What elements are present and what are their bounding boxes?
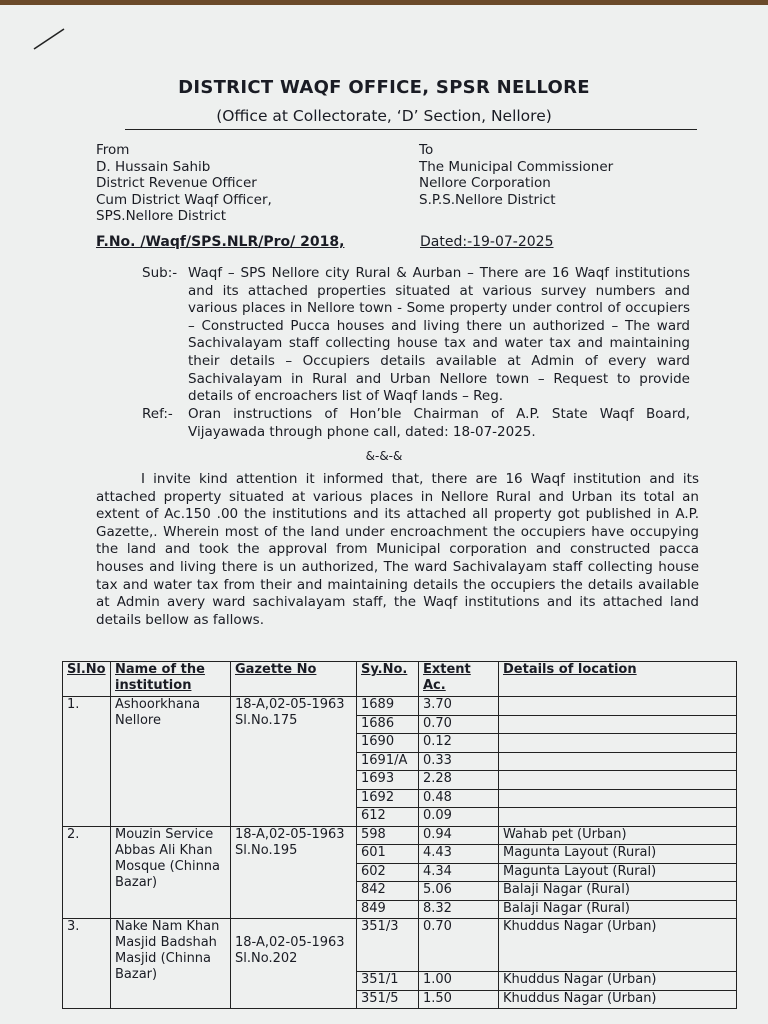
location-cell: Khuddus Nagar (Urban)	[499, 919, 737, 972]
header-name: Name of the institution	[111, 662, 231, 697]
office-title: DISTRICT WAQF OFFICE, SPSR NELLORE	[178, 77, 590, 98]
subject-label: Sub:-	[142, 265, 178, 281]
location-cell	[499, 715, 737, 734]
location-cell: Magunta Layout (Rural)	[499, 845, 737, 864]
slno-cell: 2.	[63, 826, 111, 919]
extent-cell: 0.09	[419, 808, 499, 827]
from-block	[96, 142, 272, 225]
extent-cell: 1.00	[419, 972, 499, 991]
syno-cell: 1693	[357, 771, 419, 790]
from-label: From	[96, 142, 130, 158]
reference-text: Oran instructions of Hon’ble Chairman of A.P. State Waqf Board, Vijayawada through phone call, dated: 18-07-2025.	[188, 406, 690, 440]
from-line: SPS.Nellore District	[96, 208, 227, 224]
header-rule	[125, 129, 697, 130]
slno-cell: 3.	[63, 919, 111, 1009]
header-slno: Sl.No	[63, 662, 111, 697]
location-cell	[499, 771, 737, 790]
extent-cell: 0.12	[419, 734, 499, 753]
syno-cell: 1691/A	[357, 752, 419, 771]
file-number: F.No. /Waqf/SPS.NLR/Pro/ 2018,	[96, 234, 345, 250]
extent-cell: 0.94	[419, 826, 499, 845]
syno-cell: 351/5	[357, 990, 419, 1009]
syno-cell: 601	[357, 845, 419, 864]
subject-text: Waqf – SPS Nellore city Rural & Aurban – There are 16 Waqf institutions and its attached properties situated at various survey numbers and various places in Nellore town - Some property under control of occupiers – Constructed Pucca houses and living there un authorized – The ward Sachivalayam staff collecting house tax and water tax and maintaining their details – Occupiers details available at Admin of every ward Sachivalayam in Rural and Urban Nellore town – Request to provide details of encroachers list of Waqf lands – Reg.	[188, 265, 690, 405]
institution-name-cell: Ashoorkhana Nellore	[111, 697, 231, 827]
body-paragraph: I invite kind attention it informed that, there are 16 Waqf institution and its attached property situated at various places in Nellore Rural and Urban its total an extent of Ac.150 .00 the institutions and its attached all property got published in A.P. Gazette,. Wherein most of the land under encroachment the occupiers have occupying the land and took the approval from Municipal corporation and constructed pacca houses and living there is un authorized, The ward Sachivalayam staff collecting house tax and water tax from their and maintaining details the occupiers the details available at Admin avery ward sachivalayam staff, the Waqf institutions and its attached land details bellow as fallows.	[96, 471, 699, 628]
syno-cell: 1686	[357, 715, 419, 734]
to-line: Nellore Corporation	[419, 175, 551, 191]
table-header-row	[63, 662, 737, 697]
location-cell: Khuddus Nagar (Urban)	[499, 972, 737, 991]
syno-cell: 1689	[357, 697, 419, 716]
location-cell: Khuddus Nagar (Urban)	[499, 990, 737, 1009]
extent-cell: 0.70	[419, 919, 499, 972]
header-gazette: Gazette No	[231, 662, 357, 697]
syno-cell: 842	[357, 882, 419, 901]
table-row	[63, 826, 737, 845]
table-row	[63, 919, 737, 972]
gazette-cell: 18-A,02-05-1963 Sl.No.202	[231, 919, 357, 1009]
extent-cell: 4.43	[419, 845, 499, 864]
extent-cell: 8.32	[419, 900, 499, 919]
header-syno: Sy.No.	[357, 662, 419, 697]
extent-cell: 0.70	[419, 715, 499, 734]
scan-top-edge	[0, 0, 768, 5]
syno-cell: 351/3	[357, 919, 419, 972]
slno-cell: 1.	[63, 697, 111, 827]
to-line: S.P.S.Nellore District	[419, 191, 556, 208]
from-line: D. Hussain Sahib	[96, 158, 211, 175]
from-line: District Revenue Officer	[96, 175, 257, 191]
syno-cell: 598	[357, 826, 419, 845]
extent-cell: 3.70	[419, 697, 499, 716]
reference-label: Ref:-	[142, 406, 173, 422]
from-line: Cum District Waqf Officer,	[96, 191, 272, 208]
letter-date: Dated:-19-07-2025	[420, 234, 554, 250]
gazette-cell: 18-A,02-05-1963 Sl.No.175	[231, 697, 357, 827]
separator: &-&-&	[365, 449, 403, 463]
location-cell	[499, 752, 737, 771]
location-cell	[499, 789, 737, 808]
syno-cell: 1690	[357, 734, 419, 753]
location-cell: Magunta Layout (Rural)	[499, 863, 737, 882]
location-cell: Balaji Nagar (Rural)	[499, 882, 737, 901]
to-label: To	[419, 142, 434, 158]
extent-cell: 0.48	[419, 789, 499, 808]
location-cell	[499, 734, 737, 753]
pen-mark-icon	[32, 28, 66, 50]
table-row	[63, 697, 737, 716]
institution-name-cell: Nake Nam Khan Masjid Badshah Masjid (Chinna Bazar)	[111, 919, 231, 1009]
header-extent: Extent Ac.	[419, 662, 499, 697]
office-subtitle: (Office at Collectorate, ‘D’ Section, Nellore)	[216, 107, 552, 125]
gazette-cell: 18-A,02-05-1963 Sl.No.195	[231, 826, 357, 919]
extent-cell: 0.33	[419, 752, 499, 771]
location-cell: Wahab pet (Urban)	[499, 826, 737, 845]
syno-cell: 849	[357, 900, 419, 919]
syno-cell: 1692	[357, 789, 419, 808]
location-cell	[499, 697, 737, 716]
to-line: The Municipal Commissioner	[419, 158, 614, 175]
location-cell: Balaji Nagar (Rural)	[499, 900, 737, 919]
syno-cell: 602	[357, 863, 419, 882]
header-location: Details of location	[499, 662, 737, 697]
to-block	[419, 142, 613, 208]
institution-name-cell: Mouzin Service Abbas Ali Khan Mosque (Chinna Bazar)	[111, 826, 231, 919]
location-cell	[499, 808, 737, 827]
waqf-institutions-table	[62, 661, 737, 1009]
extent-cell: 1.50	[419, 990, 499, 1009]
extent-cell: 5.06	[419, 882, 499, 901]
syno-cell: 612	[357, 808, 419, 827]
extent-cell: 4.34	[419, 863, 499, 882]
extent-cell: 2.28	[419, 771, 499, 790]
syno-cell: 351/1	[357, 972, 419, 991]
